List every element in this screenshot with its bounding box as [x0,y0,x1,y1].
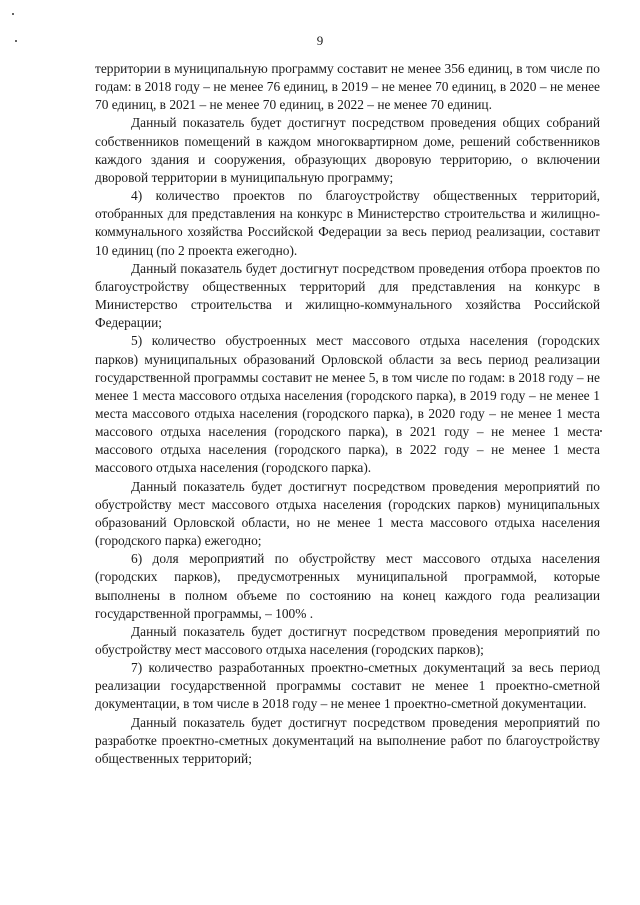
paragraph-6: Данный показатель будет достигнут посредством проведения мероприятий по обустройству мест массового отдыха населения (городских парков) муниципальных образований Орловской области, но не менее 1 места массового отдыха населения (городского парка) ежегодно; [95,478,600,549]
paragraph-9: 7) количество разработанных проектно-сметных документаций за весь период реализации государственной программы составит не менее 1 проектно-сметной документации, в том числе в 2018 году – не менее 1 проектно-сметной документации. [95,660,600,712]
paragraph-5: 5) количество обустроенных мест массового отдыха населения (городских парков) муниципальных образований Орловской области за весь период реализации государственной программы составит не менее 5, в том числе по годам: в 2018 году – не менее 1 места массового отдыха населения (городского парка), в 2019 году – не менее 1 места массового отдыха населения (городского парка), в 2020 году – не менее 1 места массового отдыха населения (городского парка), в 2021 году – не менее 1 места массового отдыха населения (городского парка), в 2022 году – не менее 1 места массового отдыха населения (городского парка). [95,333,600,476]
paragraph-7: 6) доля мероприятий по обустройству мест массового отдыха населения (городских парков), предусмотренных муниципальной программой, которые выполнены в полном объеме по состоянию на конец каждого года реализации государственной программы, – 100% . [95,551,600,621]
document-body [95,60,600,768]
paragraph-10: Данный показатель будет достигнут посредством проведения мероприятий по разработке проектно-сметных документаций на выполнение работ по благоустройству общественных территорий; [95,714,600,766]
scan-speck [12,13,14,15]
page-number: 9 [316,33,324,48]
paragraph-3: 4) количество проектов по благоустройству общественных территорий, отобранных для представления на конкурс в Министерство строительства и жилищно-коммунального хозяйства Российской Федерации за весь период реализации, составит 10 единиц (по 2 проекта ежегодно). [95,188,600,258]
paragraph-1: территории в муниципальную программу составит не менее 356 единиц, в том числе по годам: в 2018 году – не менее 76 единиц, в 2019 – не менее 70 единиц, в 2020 – не менее 70 единиц, в 2021 – не менее 70 единиц, в 2022 – не менее 70 единиц. [95,61,600,113]
scan-speck [15,40,17,42]
paragraph-2: Данный показатель будет достигнут посредством проведения общих собраний собственников помещений в каждом многоквартирном доме, решений собственников каждого здания и сооружения, образующих дворовую территорию, о включении дворовой территории в муниципальную программу; [95,115,600,185]
paragraph-4: Данный показатель будет достигнут посредством проведения отбора проектов по благоустройству общественных территорий для представления на конкурс в Министерство строительства и жилищно-коммунального хозяйства Российской Федерации; [95,260,600,331]
scan-speck [600,430,602,432]
paragraph-8: Данный показатель будет достигнут посредством проведения мероприятий по обустройству мест массового отдыха населения (городских парков); [95,623,600,657]
